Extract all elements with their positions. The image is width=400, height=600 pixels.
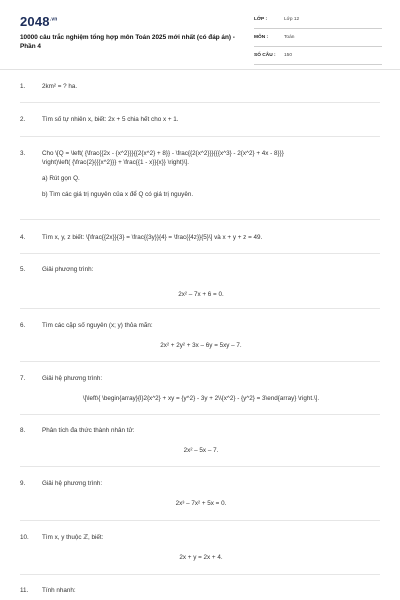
meta-value: Toán	[284, 35, 295, 40]
question-text: Cho \[Q = \left( {\frac{{2x - {x^2}}}{{2{x^2} + 8}} - \frac{{2{x^2}}}{{{x^3} - 2{x^2} + 4x - 8}}}	[42, 150, 284, 157]
question-number: 3.	[20, 150, 26, 157]
question-text: Giải hệ phương trình:	[42, 375, 103, 382]
question-text: Tính nhanh:	[42, 587, 76, 594]
question-divider	[20, 574, 380, 575]
question-divider	[20, 466, 380, 467]
question-number: 7.	[20, 375, 26, 382]
question-number: 4.	[20, 234, 26, 241]
question-equation: 2x² – 7x + 6 = 0.	[178, 291, 224, 298]
question-divider	[20, 219, 380, 220]
question-divider	[20, 136, 380, 137]
question-number: 6.	[20, 322, 26, 329]
meta-value: Lớp 12	[284, 17, 300, 22]
site-logo[interactable]	[20, 14, 58, 29]
document-meta	[254, 14, 382, 68]
question-divider	[20, 414, 380, 415]
question-divider	[20, 520, 380, 521]
question-text: Tìm x, y, z biết: \[\frac{{2x}}{3} = \frac{{3y}}{4} = \frac{{4z}}{5}\] và x + y + z = 49.	[42, 234, 263, 241]
question-subpart: a) Rút gọn Q.	[42, 175, 80, 182]
question-divider	[20, 102, 380, 103]
meta-label: MÔN :	[254, 35, 269, 40]
question-text: \right)\left( {\frac{2}{{{x^2}}} + \frac{{1 - x}}{x}} \right)\].	[42, 159, 190, 166]
logo-suffix: .vn	[49, 16, 58, 23]
question-text: Tìm x, y thuộc ℤ, biết:	[42, 534, 104, 541]
question-text: Giải hệ phương trình:	[42, 480, 103, 487]
meta-row-class	[254, 14, 382, 29]
meta-row-count	[254, 50, 382, 65]
document-title: 10000 câu trắc nghiệm tổng hợp môn Toán 2025 mới nhất (có đáp án) - Phần 4	[20, 34, 235, 50]
question-number: 5.	[20, 266, 26, 273]
question-equation: \[\left\{ \begin{array}{l}2{x^2} + xy = {y^2} - 3y + 2\\{x^2} - {y^2} = 3\end{array} \right.\].	[82, 395, 320, 402]
question-text: Giải phương trình:	[42, 266, 94, 273]
question-subpart: b) Tìm các giá trị nguyên của x để Q có giá trị nguyên.	[42, 191, 194, 198]
logo-text: 2048	[20, 14, 50, 29]
question-number: 9.	[20, 480, 26, 487]
header-divider	[0, 69, 400, 70]
question-number: 1.	[20, 83, 26, 90]
question-divider	[20, 361, 380, 362]
question-equation: 2x³ – 7x² + 5x = 0.	[175, 500, 227, 507]
question-number: 11.	[20, 587, 29, 594]
question-divider	[20, 253, 380, 254]
meta-row-subject	[254, 32, 382, 47]
question-text: Phân tích đa thức thành nhân tử:	[42, 427, 135, 434]
question-equation: 2x + y = 2x + 4.	[179, 554, 223, 561]
question-divider	[20, 308, 380, 309]
meta-label: LỚP :	[254, 17, 268, 22]
question-number: 8.	[20, 427, 26, 434]
question-text: Tìm các cặp số nguyên (x; y) thỏa mãn:	[42, 322, 153, 329]
question-equation: 2x² – 5x – 7.	[183, 447, 219, 454]
question-text: Tìm số tự nhiên x, biết: 2x + 5 chia hết cho x + 1.	[42, 116, 179, 123]
document-header	[0, 0, 400, 68]
question-equation: 2x² + 2y² + 3x – 6y = 5xy – 7.	[160, 342, 242, 349]
meta-label: SỐ CÂU :	[254, 53, 276, 58]
question-number: 2.	[20, 116, 26, 123]
meta-value: 150	[284, 53, 293, 58]
question-text: 2km² = ? ha.	[42, 83, 78, 90]
question-number: 10.	[20, 534, 29, 541]
